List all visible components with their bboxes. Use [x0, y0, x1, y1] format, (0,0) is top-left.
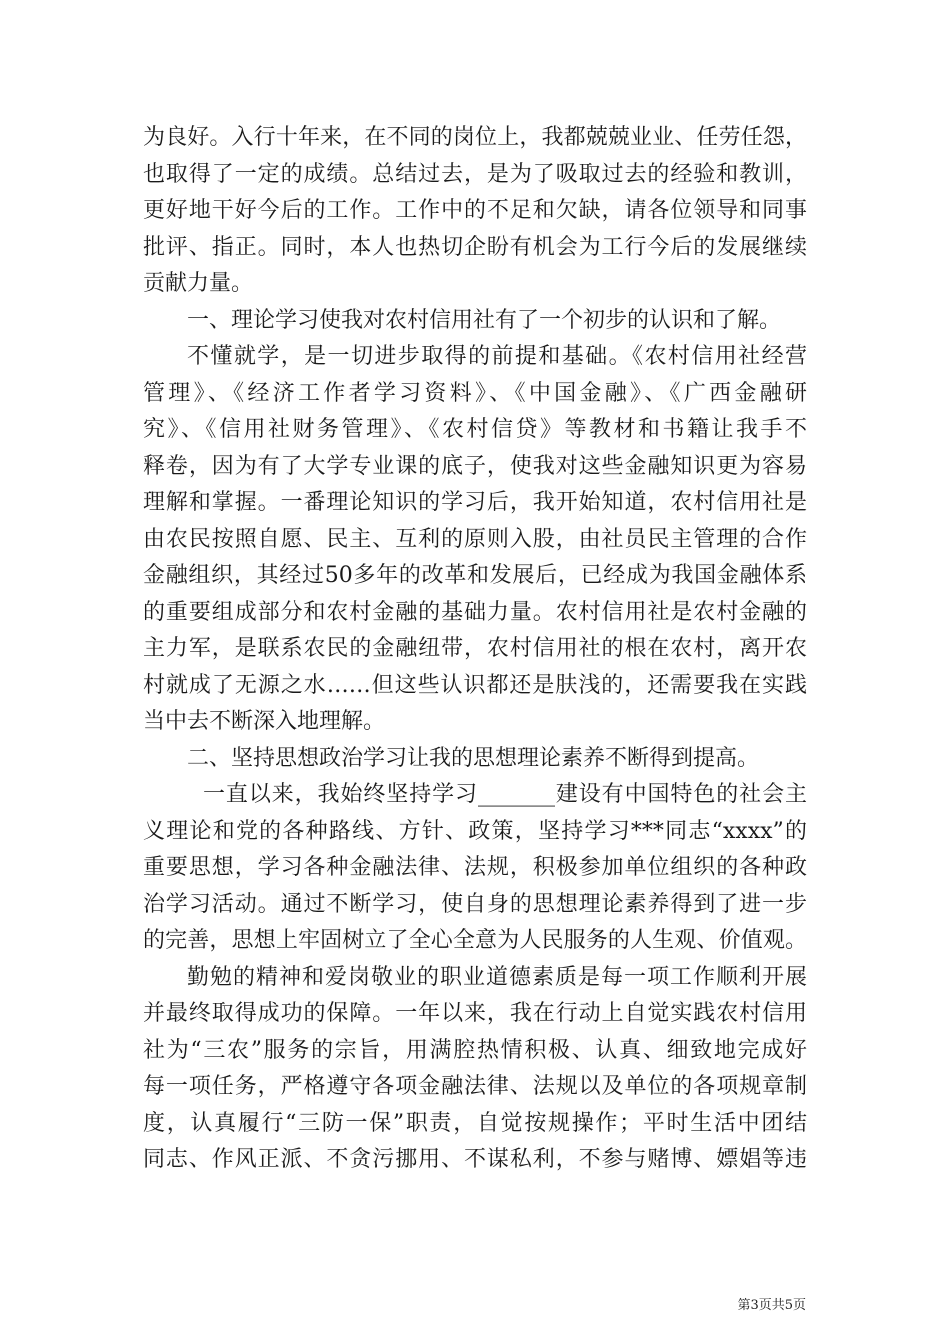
text-line: 重要思想，学习各种金融法律、法规，积极参加单位组织的各种政 — [143, 855, 807, 880]
text-line: 释卷，因为有了大学专业课的底子，使我对这些金融知识更为容易 — [143, 453, 807, 479]
page-number: 第3页共5页 — [737, 1298, 806, 1313]
text-line: 的完善，思想上牢固树立了全心全意为人民服务的人生观、价值观。 — [143, 928, 807, 953]
text-line: 一直以来，我始终坚持学习_______建设有中国特色的社会主 — [203, 782, 807, 807]
text-line: 每一项任务，严格遵守各项金融法律、法规以及单位的各项规章制 — [143, 1074, 807, 1099]
section-heading: 二、坚持思想政治学习让我的思想理论素养不断得到提高。 — [187, 745, 760, 771]
text-line: 义理论和党的各种路线、方针、政策，坚持学习***同志“xxxx”的 — [143, 818, 807, 844]
text-line: 理解和掌握。一番理论知识的学习后，我开始知道，农村信用社是 — [143, 490, 807, 515]
text-line: 为良好。入行十年来，在不同的岗位上，我都兢兢业业、任劳任怨， — [143, 125, 807, 150]
text-line: 究》、《信用社财务管理》、《农村信贷》等教材和书籍让我手不 — [143, 417, 807, 442]
text-line: 勤勉的精神和爱岗敬业的职业道德素质是每一项工作顺利开展 — [187, 964, 807, 990]
text-line: 不懂就学，是一切进步取得的前提和基础。《农村信用社经营 — [187, 344, 807, 369]
text-line: 由农民按照自愿、民主、互利的原则入股，由社员民主管理的合作 — [143, 526, 807, 552]
text-line: 社为“三农”服务的宗旨，用满腔热情积极、认真、细致地完成好 — [143, 1037, 807, 1063]
text-line: 当中去不断深入地理解。 — [143, 709, 386, 734]
section-heading: 一、理论学习使我对农村信用社有了一个初步的认识和了解。 — [187, 307, 782, 333]
text-line: 治学习活动。通过不断学习，使自身的思想理论素养得到了进一步 — [143, 891, 807, 917]
document-body — [143, 120, 807, 1179]
text-line: 贡献力量。 — [143, 271, 254, 296]
text-line: 批评、指正。同时，本人也热切企盼有机会为工行今后的发展继续 — [143, 234, 807, 260]
text-line: 更好地干好今后的工作。工作中的不足和欠缺，请各位领导和同事 — [143, 198, 807, 223]
text-line: 同志、作风正派、不贪污挪用、不谋私利，不参与赌博、嫖娼等违 — [143, 1147, 807, 1172]
text-line: 并最终取得成功的保障。一年以来，我在行动上自觉实践农村信用 — [143, 1001, 807, 1026]
text-line: 村就成了无源之水……但这些认识都还是肤浅的，还需要我在实践 — [143, 672, 807, 698]
text-line: 也取得了一定的成绩。总结过去，是为了吸取过去的经验和教训， — [143, 161, 807, 187]
text-line: 管理》、《经济工作者学习资料》、《中国金融》、《广西金融研 — [143, 380, 807, 406]
text-line: 主力军，是联系农民的金融纽带，农村信用社的根在农村，离开农 — [143, 636, 807, 661]
text-line: 金融组织，其经过50多年的改革和发展后，已经成为我国金融体系 — [143, 563, 807, 588]
text-line: 度，认真履行“三防一保”职责，自觉按规操作；平时生活中团结 — [143, 1110, 807, 1136]
text-line: 的重要组成部分和农村金融的基础力量。农村信用社是农村金融的 — [143, 599, 807, 625]
